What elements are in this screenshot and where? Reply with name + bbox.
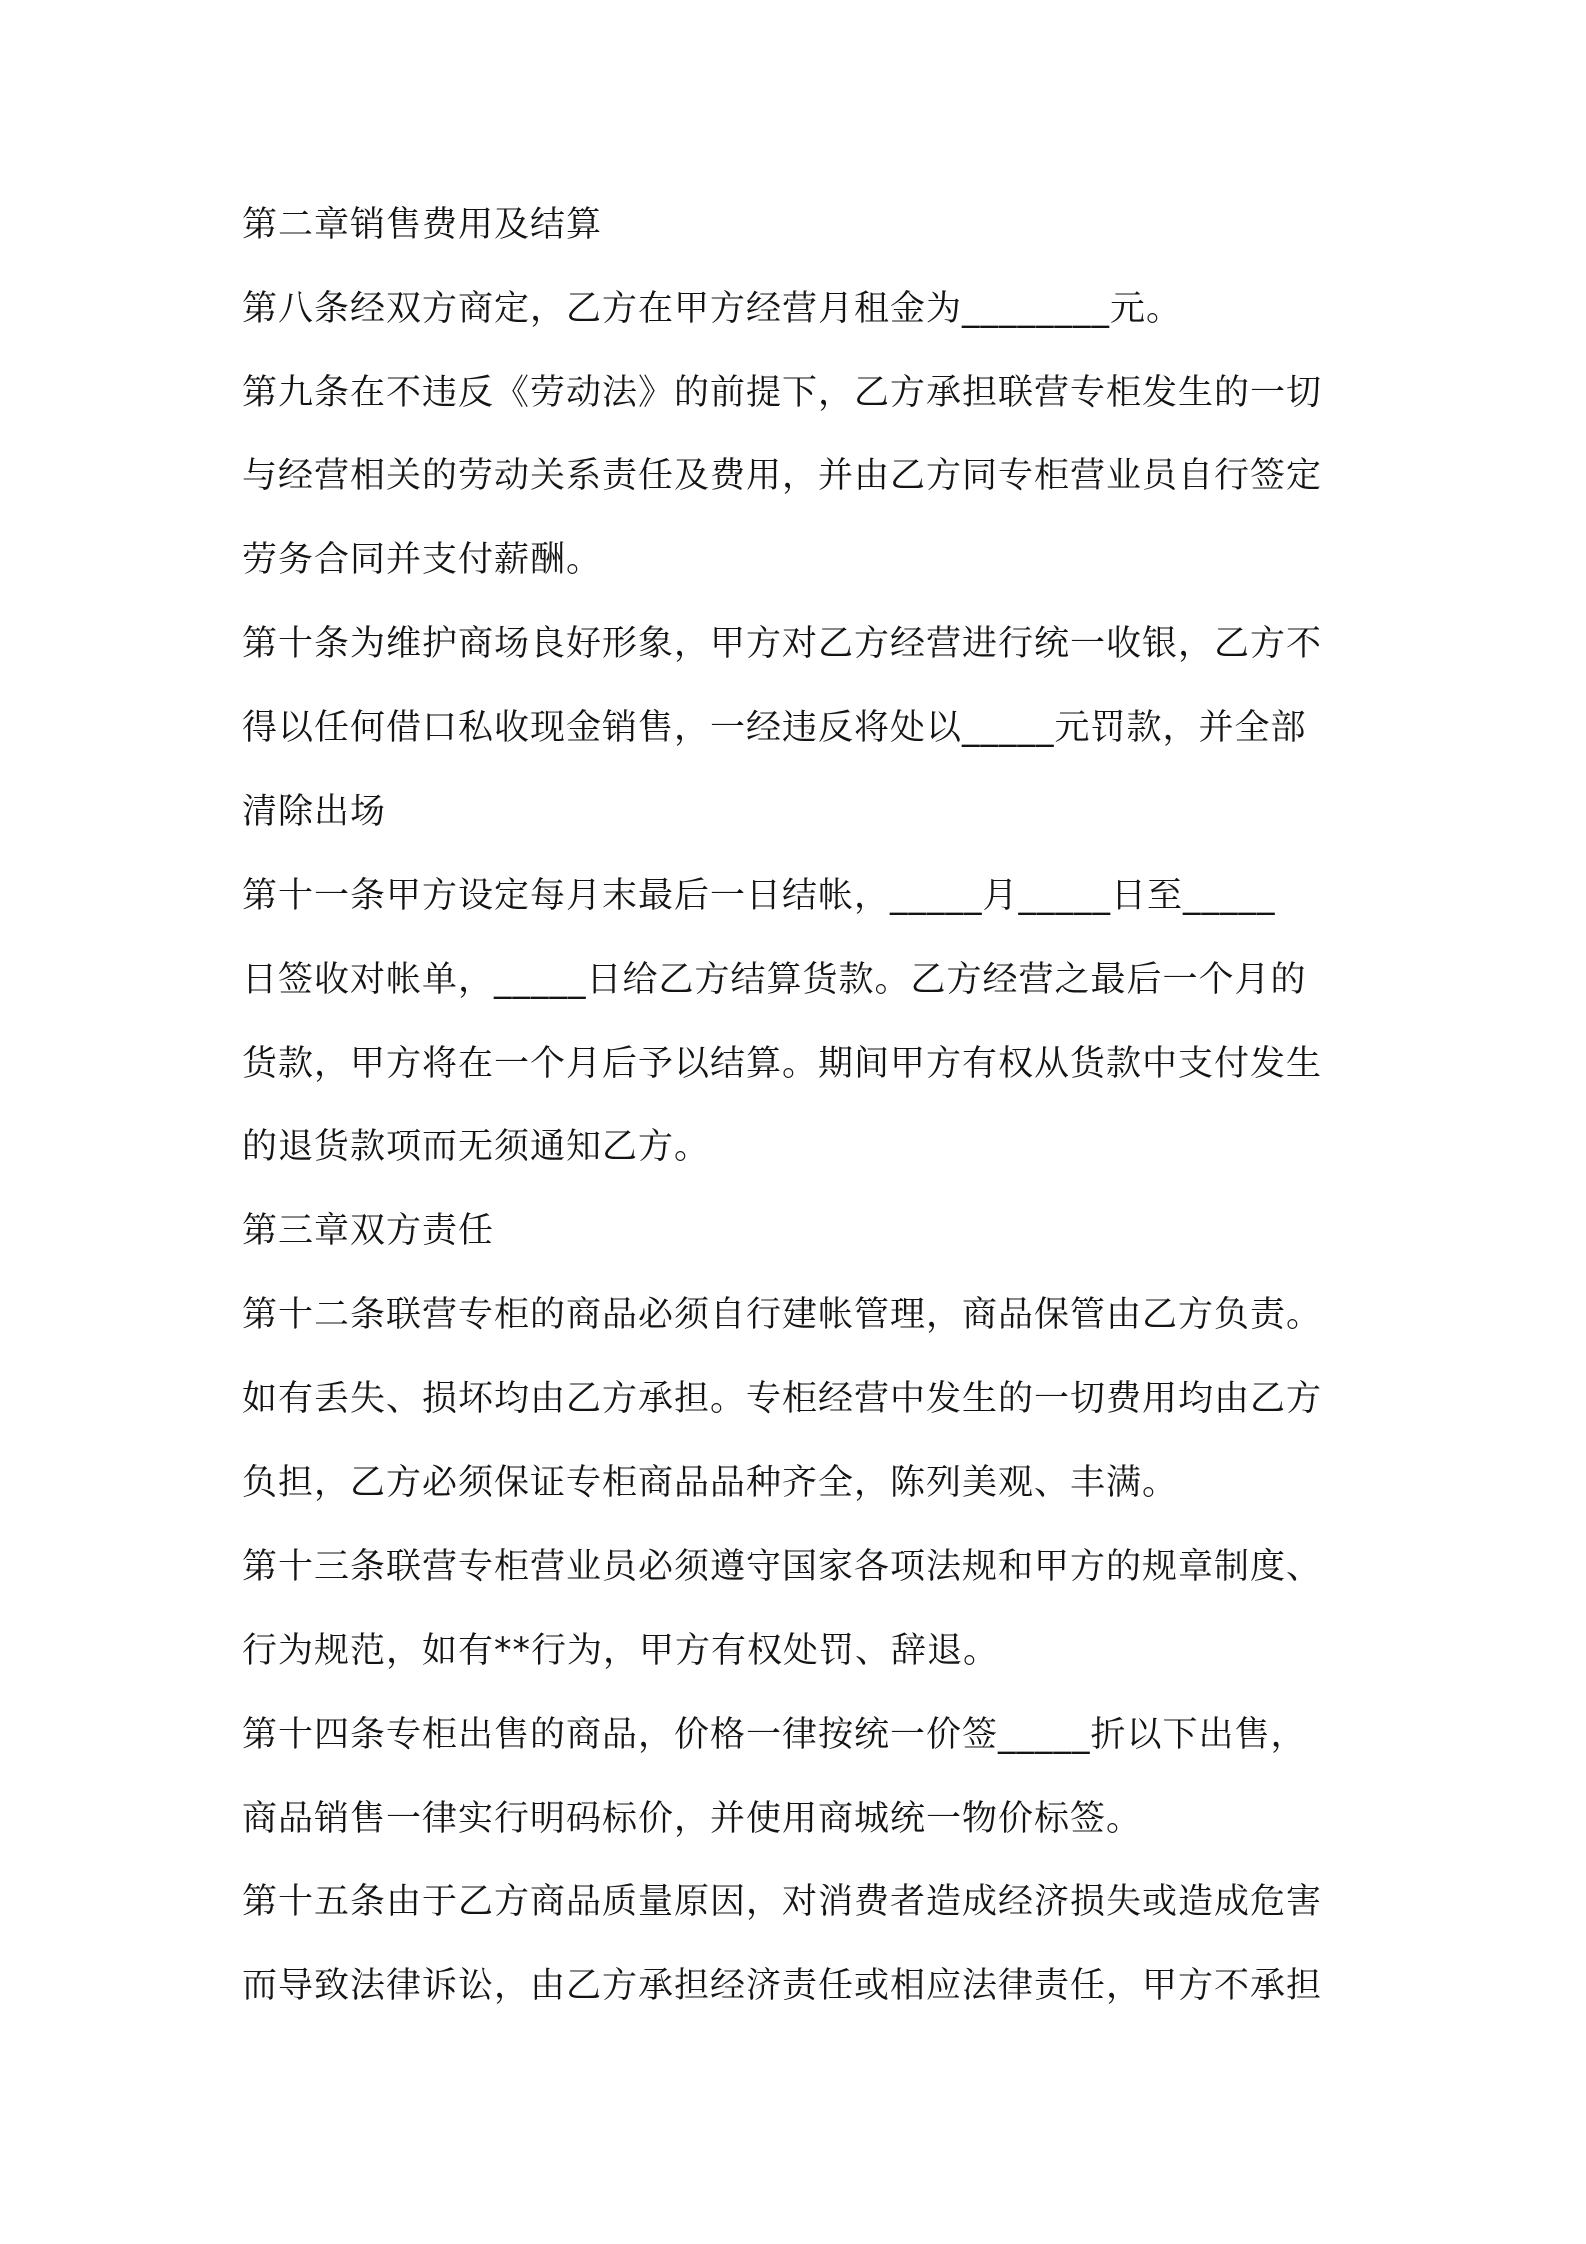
text-line: 第八条经双方商定，乙方在甲方经营月租金为________元。	[242, 289, 1183, 329]
text-line: 商品销售一律实行明码标价，并使用商城统一物价标签。	[242, 1799, 1143, 1839]
text-line: 第九条在不违反《劳动法》的前提下，乙方承担联营专柜发生的一切	[242, 373, 1323, 413]
text-line: 如有丢失、损坏均由乙方承担。专柜经营中发生的一切费用均由乙方	[242, 1379, 1323, 1419]
chapter-heading: 第二章销售费用及结算	[242, 205, 603, 245]
text-line: 第十三条联营专柜营业员必须遵守国家各项法规和甲方的规章制度、	[242, 1547, 1323, 1587]
text-line: 货款，甲方将在一个月后予以结算。期间甲方有权从货款中支付发生	[242, 1044, 1323, 1084]
text-line: 清除出场	[242, 792, 387, 832]
text-line: 第十一条甲方设定每月末最后一日结帐，_____月_____日至_____	[242, 876, 1276, 916]
text-line: 与经营相关的劳动关系责任及费用，并由乙方同专柜营业员自行签定	[242, 456, 1323, 496]
text-line: 第十二条联营专柜的商品必须自行建帐管理，商品保管由乙方负责。	[242, 1295, 1323, 1335]
text-line: 负担，乙方必须保证专柜商品品种齐全，陈列美观、丰满。	[242, 1463, 1179, 1503]
text-line: 行为规范，如有**行为，甲方有权处罚、辞退。	[242, 1631, 1000, 1671]
text-line: 第十五条由于乙方商品质量原因，对消费者造成经济损失或造成危害	[242, 1882, 1323, 1922]
text-line: 而导致法律诉讼，由乙方承担经济责任或相应法律责任，甲方不承担	[242, 1966, 1323, 2006]
text-line: 日签收对帐单，_____日给乙方结算货款。乙方经营之最后一个月的	[242, 960, 1307, 1000]
chapter-heading: 第三章双方责任	[242, 1211, 495, 1251]
text-line: 得以任何借口私收现金销售，一经违反将处以_____元罚款，并全部	[242, 708, 1307, 748]
text-line: 第十条为维护商场良好形象，甲方对乙方经营进行统一收银，乙方不	[242, 624, 1323, 664]
text-line: 第十四条专柜出售的商品，价格一律按统一价签_____折以下出售，	[242, 1715, 1307, 1755]
text-line: 劳务合同并支付薪酬。	[242, 540, 603, 580]
text-line: 的退货款项而无须通知乙方。	[242, 1127, 711, 1167]
